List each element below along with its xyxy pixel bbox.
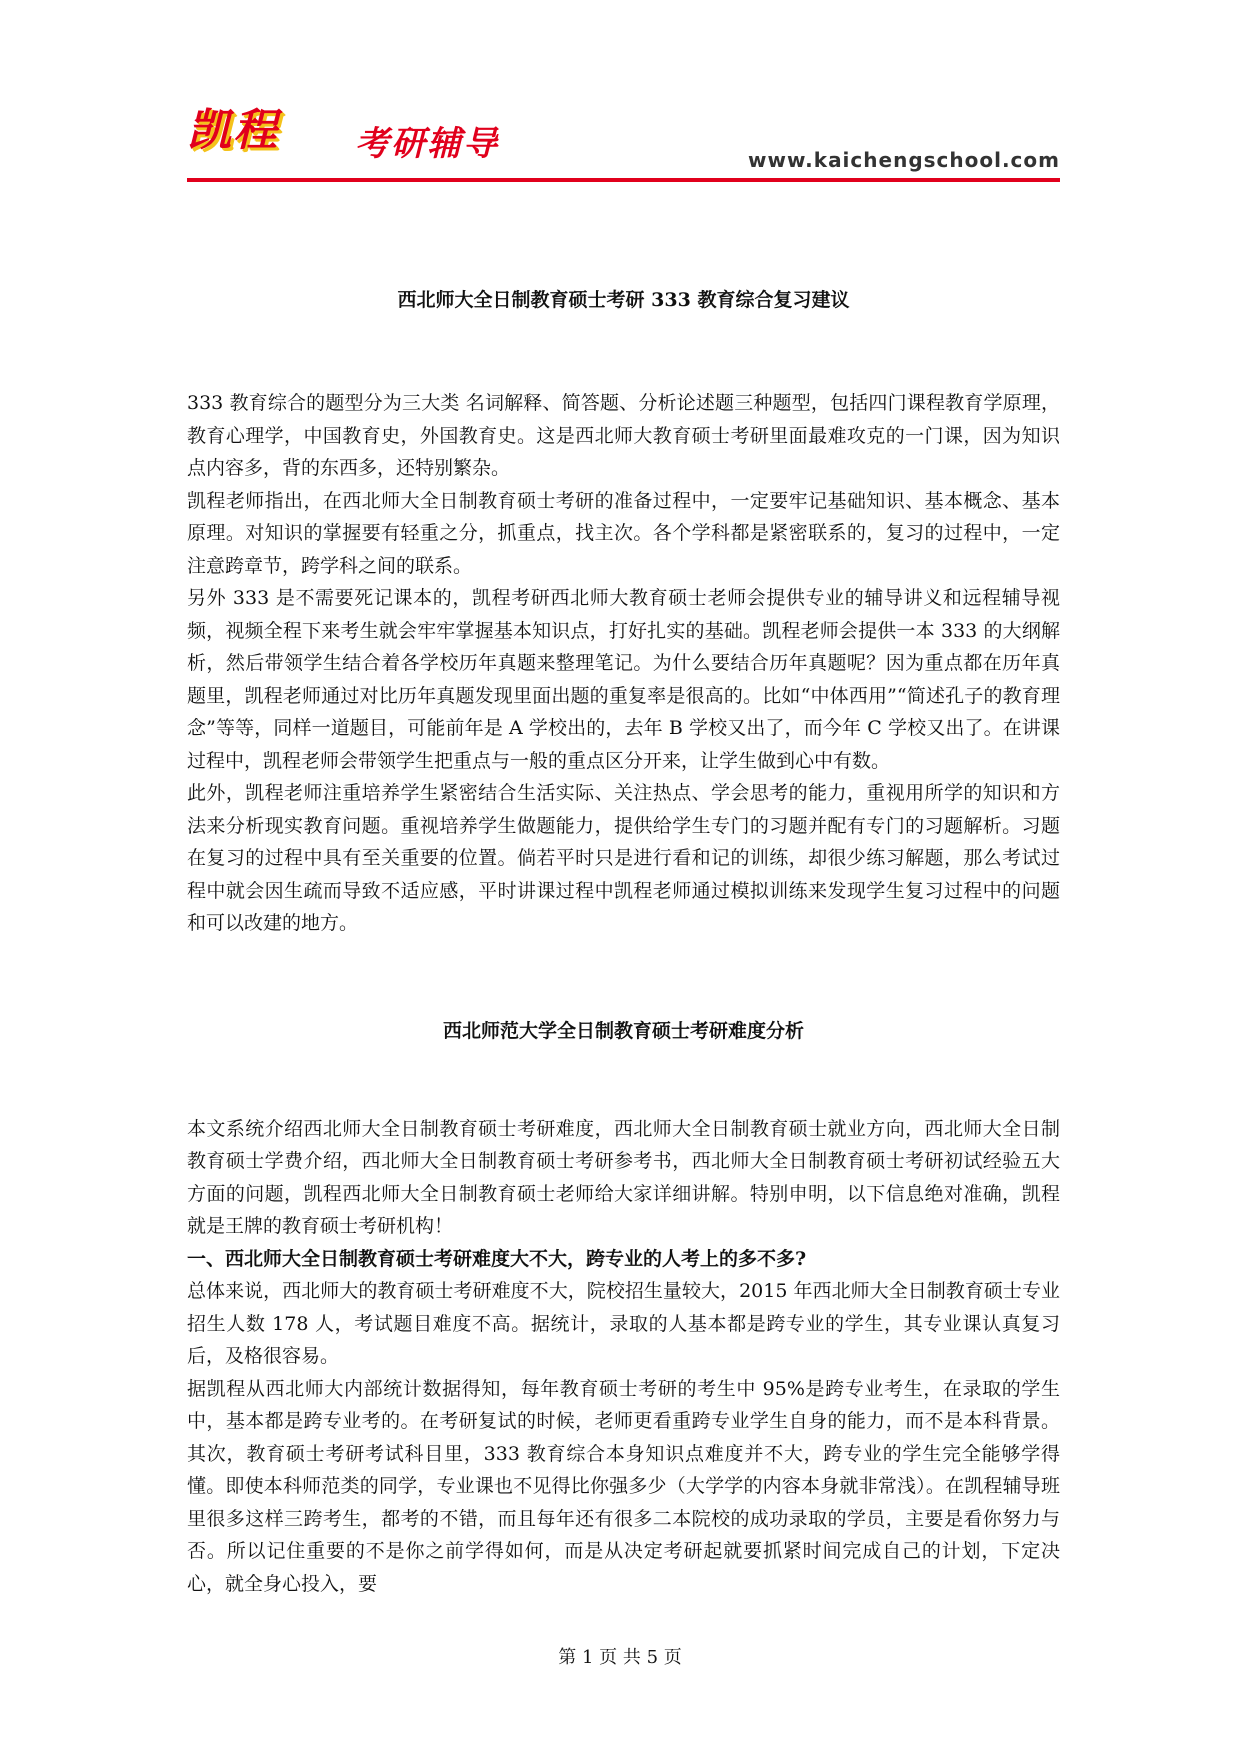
paragraph: 另外 333 是不需要死记课本的，凯程考研西北师大教育硕士老师会提供专业的辅导讲义和远程辅导视频，视频全程下来考生就会牢牢掌握基本知识点，打好扎实的基础。凯程老师会提供一本 333 的大纲解析，然后带领学生结合着各学校历年真题来整理笔记。为什么要结合历年真题呢？因为重点都在历年真题里，凯程老师通过对比历年真题发现里面出题的重复率是很高的。比如“中体西用”“简述孔子的教育理念”等等，同样一道题目，可能前年是 A 学校出的，去年 B 学校又出了，而今年 C 学校又出了。在讲课过程中，凯程老师会带领学生把重点与一般的重点区分开来，让学生做到心中有数。 — [187, 587, 1060, 772]
site-url: www.kaichengschool.com — [748, 148, 1060, 172]
section2-body — [187, 1113, 1060, 1601]
paragraph: 333 教育综合的题型分为三大类 名词解释、简答题、分析论述题三种题型，包括四门课程教育学原理，教育心理学，中国教育史，外国教育史。这是西北师大教育硕士考研里面最难攻克的一门课，因为知识点内容多，背的东西多，还特别繁杂。 — [187, 392, 1060, 479]
section1-body — [187, 387, 1060, 940]
section1-title: 西北师大全日制教育硕士考研 333 教育综合复习建议 — [397, 289, 850, 311]
header-divider — [187, 178, 1060, 182]
logo-sub-text: 考研辅导 — [355, 124, 499, 164]
paragraph: 据凯程从西北师大内部统计数据得知，每年教育硕士考研的考生中 95%是跨专业考生，在录取的学生中，基本都是跨专业考的。在考研复试的时候，老师更看重跨专业学生自身的能力，而不是本科背景。其次，教育硕士考研考试科目里，333 教育综合本身知识点难度并不大，跨专业的学生完全能够学得懂。即使本科师范类的同学，专业课也不见得比你强多少（大学学的内容本身就非常浅）。在凯程辅导班里很多这样三跨考生，都考的不错，而且每年还有很多二本院校的成功录取的学员，主要是看你努力与否。所以记住重要的不是你之前学得如何，而是从决定考研起就要抓紧时间完成自己的计划，下定决心，就全身心投入，要 — [187, 1377, 1060, 1595]
question-heading: 一、西北师大全日制教育硕士考研难度大不大，跨专业的人考上的多不多? — [187, 1247, 807, 1270]
logo-main-text: 凯程 — [187, 105, 279, 156]
kaicheng-logo — [187, 94, 547, 174]
paragraph: 此外，凯程老师注重培养学生紧密结合生活实际、关注热点、学会思考的能力，重视用所学的知识和方法来分析现实教育问题。重视培养学生做题能力，提供给学生专门的习题并配有专门的习题解析。习题在复习的过程中具有至关重要的位置。倘若平时只是进行看和记的训练，却很少练习解题，那么考试过程中就会因生疏而导致不适应感，平时讲课过程中凯程老师通过模拟训练来发现学生复习过程中的问题和可以改建的地方。 — [187, 782, 1060, 934]
paragraph: 凯程老师指出，在西北师大全日制教育硕士考研的准备过程中，一定要牢记基础知识、基本概念、基本原理。对知识的掌握要有轻重之分，抓重点，找主次。各个学科都是紧密联系的，复习的过程中，一定注意跨章节，跨学科之间的联系。 — [187, 489, 1060, 577]
page-header — [187, 90, 1060, 185]
section2-title: 西北师范大学全日制教育硕士考研难度分析 — [442, 1019, 804, 1042]
paragraph: 总体来说，西北师大的教育硕士考研难度不大，院校招生量较大，2015 年西北师大全日制教育硕士专业招生人数 178 人，考试题目难度不高。据统计，录取的人基本都是跨专业的学生，其专业课认真复习后，及格很容易。 — [187, 1280, 1060, 1367]
page-number: 第 1 页 共 5 页 — [558, 1647, 682, 1668]
document-body — [187, 286, 1060, 1600]
paragraph: 本文系统介绍西北师大全日制教育硕士考研难度，西北师大全日制教育硕士就业方向，西北师大全日制教育硕士学费介绍，西北师大全日制教育硕士考研参考书，西北师大全日制教育硕士考研初试经验五大方面的问题，凯程西北师大全日制教育硕士老师给大家详细讲解。特别申明，以下信息绝对准确，凯程就是王牌的教育硕士考研机构！ — [187, 1117, 1060, 1237]
